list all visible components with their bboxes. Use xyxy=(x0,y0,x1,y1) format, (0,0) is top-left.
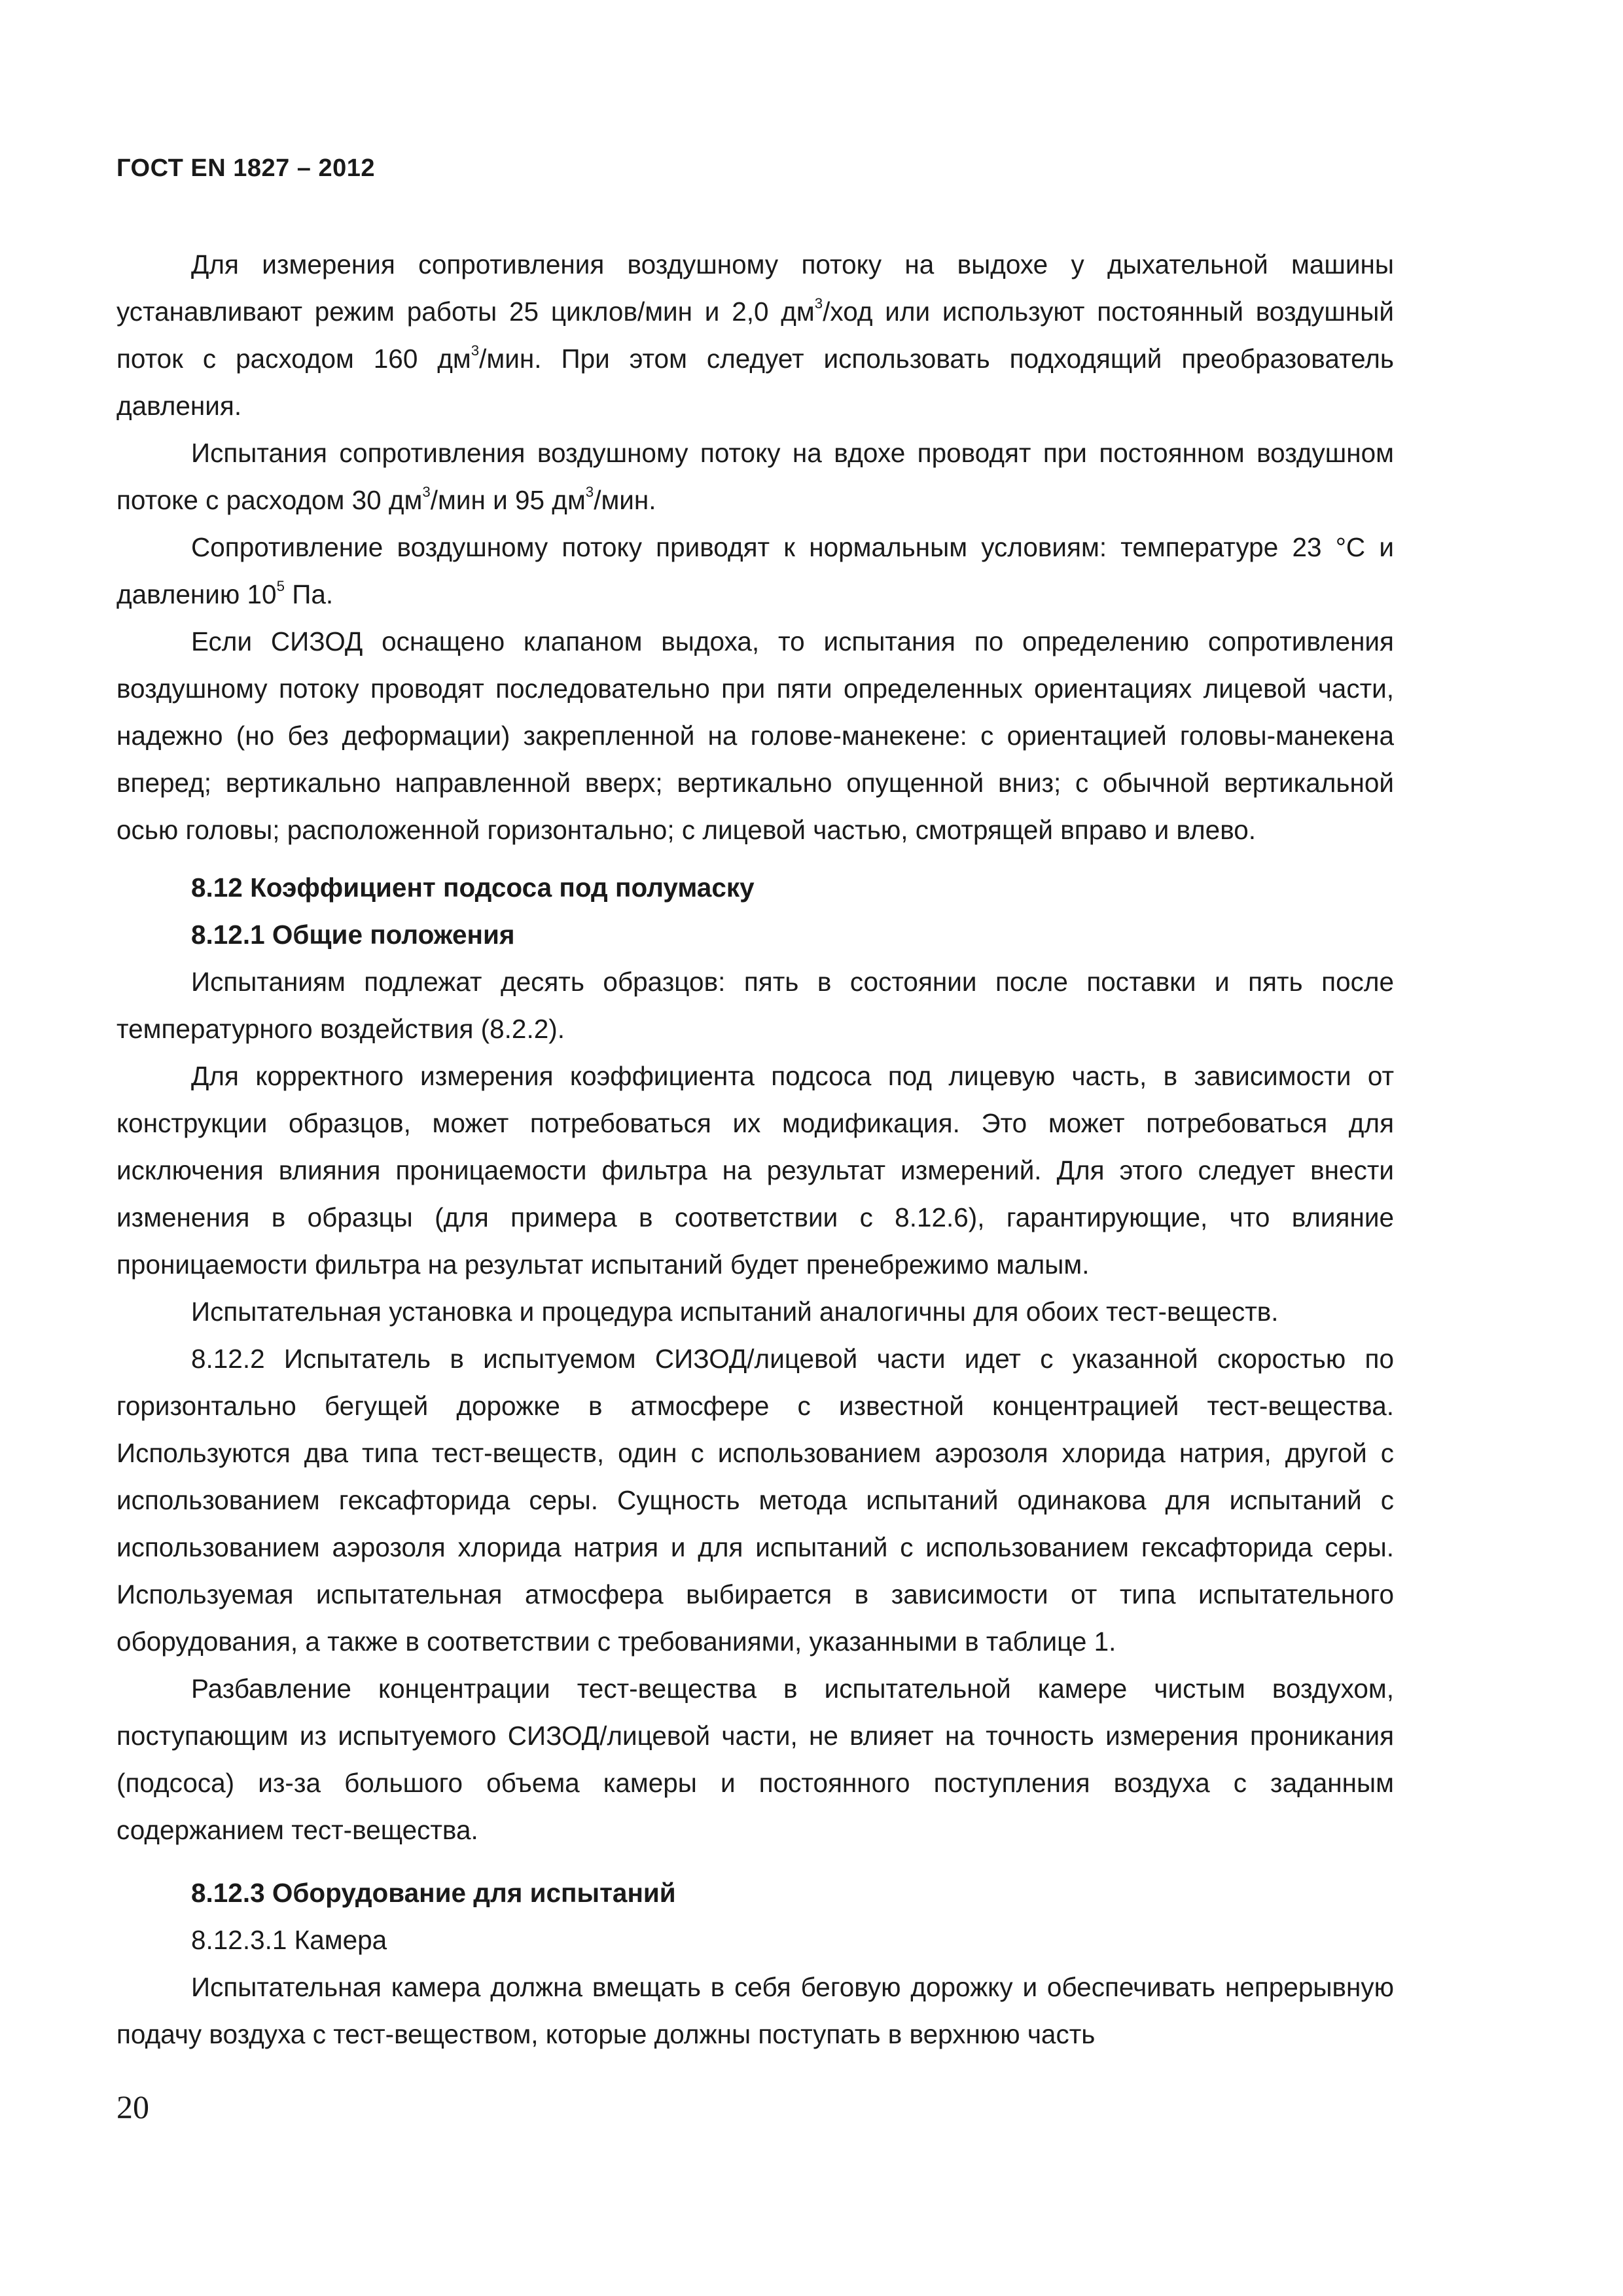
superscript: 3 xyxy=(471,342,480,359)
page-body xyxy=(116,241,1394,2058)
paragraph-exhale-valve: Если СИЗОД оснащено клапаном выдоха, то испытания по определению сопротивления воздушному потоку проводят последовательно при пяти определенных ориентациях лицевой части, надежно (но без деформации) закрепленной на голове-манекене: с ориентацией головы-манекена вперед; вертикально направленной вверх; вертикально опущенной вниз; с обычной вертикальной осью головы; расположенной горизонтально; с лицевой частью, смотрящей вправо и влево. xyxy=(116,626,1394,845)
text-run: Для измерения сопротивления воздушному потоку на выдохе у дыхательной машины устанавливают режим работы 25 циклов/мин и 2,0 дм xyxy=(116,249,1394,327)
paragraph-samples: Испытаниям подлежат десять образцов: пять в состоянии после поставки и пять после температурного воздействия (8.2.2). xyxy=(116,967,1394,1044)
section-heading-8-12-3: 8.12.3 Оборудование для испытаний xyxy=(191,1878,676,1908)
page-number: 20 xyxy=(116,2089,149,2125)
text-run: Сопротивление воздушному потоку приводят к нормальным условиям: температуре 23 °С и давлению 10 xyxy=(116,532,1394,609)
document-code-header: ГОСТ EN 1827 – 2012 xyxy=(116,154,376,182)
text-run: Па. xyxy=(284,579,334,609)
paragraph-dilution: Разбавление концентрации тест-вещества в испытательной камере чистым воздухом, поступающим из испытуемого СИЗОД/лицевой части, не влияет на точность измерения проникания (подсоса) из-за большого объема камеры и постоянного поступления воздуха с заданным содержанием тест-вещества. xyxy=(116,1674,1394,1845)
text-run: /ход или используют постоянный воздушный поток с расходом 160 дм xyxy=(116,296,1394,374)
paragraph-exhale-resistance xyxy=(116,241,1394,429)
section-heading-8-12-1: 8.12.1 Общие положения xyxy=(191,920,515,950)
paragraph-test-setup: Испытательная установка и процедура испытаний аналогичны для обоих тест-веществ. xyxy=(191,1297,1279,1327)
text-run: /мин и 95 дм xyxy=(430,485,586,515)
paragraph-8-12-2: 8.12.2 Испытатель в испытуемом СИЗОД/лицевой части идет с указанной скоростью по горизонтально бегущей дорожке в атмосфере с известной концентрацией тест-вещества. Используются два типа тест-веществ, один с использованием аэрозоля хлорида натрия, другой с использованием гексафторида серы. Сущность метода испытаний одинакова для испытаний с использованием аэрозоля хлорида натрия и для испытаний с использованием гексафторида серы. Используемая испытательная атмосфера выбирается в зависимости от типа испытательного оборудования, а также в соответствии с требованиями, указанными в таблице 1. xyxy=(116,1344,1394,1657)
superscript: 5 xyxy=(276,578,285,595)
paragraph-modification: Для корректного измерения коэффициента подсоса под лицевую часть, в зависимости от конструкции образцов, может потребоваться их модификация. Это может потребоваться для исключения влияния проницаемости фильтра на результат измерений. Для этого следует внести изменения в образцы (для примера в соответствии с 8.12.6), гарантирующие, что влияние проницаемости фильтра на результат испытаний будет пренебрежимо малым. xyxy=(116,1061,1394,1280)
superscript: 3 xyxy=(422,484,431,501)
text-run: /мин. xyxy=(594,485,656,515)
section-heading-8-12-3-1: 8.12.3.1 Камера xyxy=(191,1925,387,1955)
paragraph-inhale-resistance xyxy=(116,429,1394,524)
superscript: 3 xyxy=(585,484,594,501)
paragraph-normal-conditions xyxy=(116,524,1394,618)
text-run: /мин. При этом следует использовать подходящий преобразователь давления. xyxy=(116,344,1394,421)
paragraph-chamber: Испытательная камера должна вмещать в себя беговую дорожку и обеспечивать непрерывную подачу воздуха с тест-веществом, которые должны поступать в верхнюю часть xyxy=(116,1972,1394,2049)
section-heading-8-12: 8.12 Коэффициент подсоса под полумаску xyxy=(191,872,755,903)
text-run: Испытания сопротивления воздушному потоку на вдохе проводят при постоянном воздушном потоке с расходом 30 дм xyxy=(116,438,1394,515)
superscript: 3 xyxy=(814,295,823,312)
